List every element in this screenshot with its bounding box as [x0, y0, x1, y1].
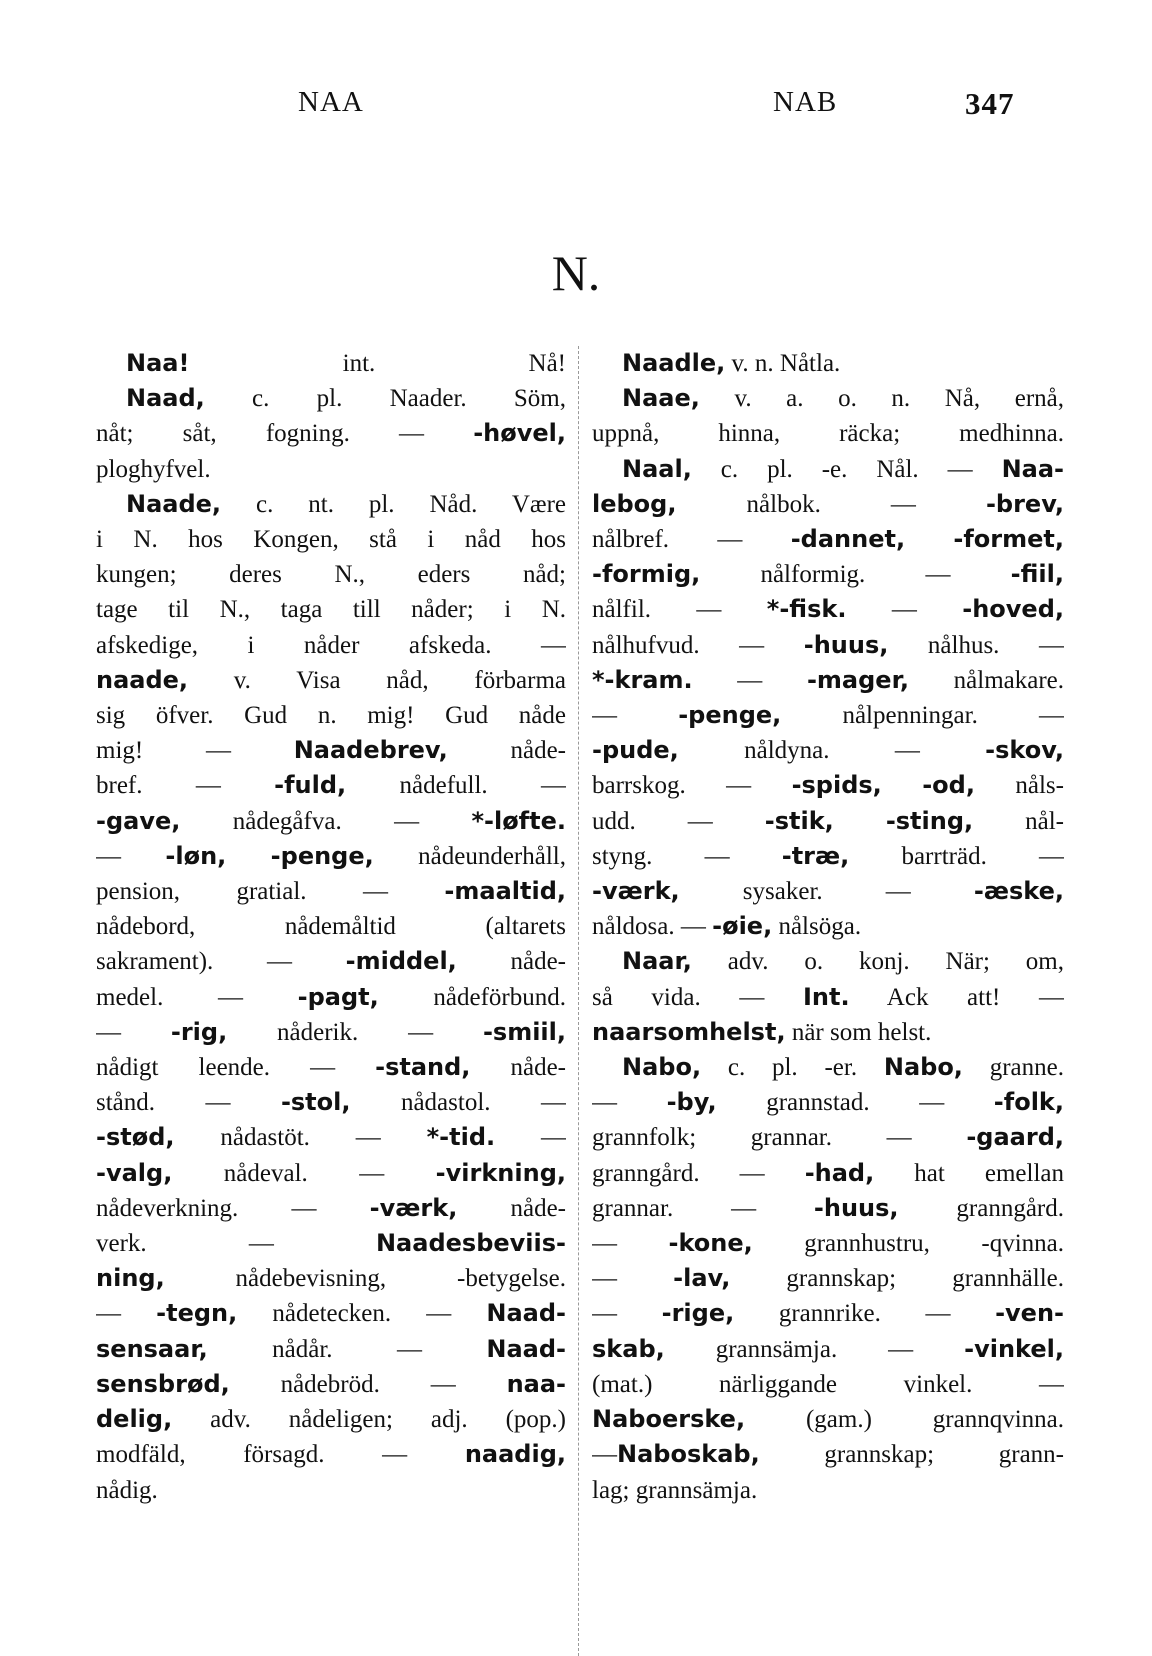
entry-line: nådig.	[96, 1476, 158, 1504]
entry-line: — -tegn, nådetecken. — Naad-	[96, 1299, 566, 1328]
entry-line: afskedige, i nåder afskeda. —	[96, 631, 566, 659]
entry-line: -formig, nålformig. — -fiil,	[592, 560, 1064, 589]
entry-line: naade, v. Visa nåd, förbarma	[96, 665, 566, 694]
entry-line: sakrament). — -middel, nåde-	[96, 947, 566, 976]
entry-line: -pude, nåldyna. — -skov,	[592, 736, 1064, 765]
entry-line: lebog, nålbok. — -brev,	[592, 489, 1064, 518]
entry-line: verk. — Naadesbeviis-	[96, 1229, 566, 1258]
entry-line: — -rig, nåderik. — -smiil,	[96, 1017, 566, 1046]
entry-line: -valg, nådeval. — -virkning,	[96, 1158, 566, 1187]
running-head-left: NAA	[298, 86, 364, 118]
entry-line: nådigt leende. — -stand, nåde-	[96, 1053, 566, 1082]
entry-line: Naa! int. Nå!	[126, 349, 566, 377]
entry-line: naarsomhelst, när som helst.	[592, 1017, 932, 1046]
entry-line: Naade, c. nt. pl. Nåd. Være	[126, 489, 566, 518]
entry-line: stånd. — -stol, nådastol. —	[96, 1088, 566, 1117]
entry-line: bref. — -fuld, nådefull. —	[96, 771, 566, 800]
entry-line: — -kone, grannhustru, -qvinna.	[592, 1229, 1064, 1258]
entry-line: kungen; deres N., eders nåd;	[96, 561, 566, 589]
entry-line: medel. — -pagt, nådeförbund.	[96, 982, 566, 1011]
entry-line: sensaar, nådår. — Naad-	[96, 1334, 566, 1363]
section-letter: N.	[551, 245, 601, 301]
entry-line: nålfil. — *-fisk. — -hoved,	[592, 595, 1064, 624]
entry-line: -gave, nådegåfva. — *-løfte.	[96, 806, 566, 835]
entry-line: Nabo, c. pl. -er. Nabo, granne.	[622, 1053, 1064, 1082]
entry-line: Naae, v. a. o. n. Nå, ernå,	[622, 384, 1064, 413]
entry-line: lag; grannsämja.	[592, 1476, 758, 1504]
entry-line: nådebord, nådemåltid (altarets	[96, 913, 566, 941]
running-head-center: NAB	[773, 86, 838, 118]
entry-line: nålhufvud. — -huus, nålhus. —	[592, 630, 1064, 659]
entry-line: grannfolk; grannar. — -gaard,	[592, 1123, 1064, 1152]
entry-line: barrskog. — -spids, -od, nåls-	[592, 771, 1064, 800]
entry-line: Naal, c. pl. -e. Nål. — Naa-	[622, 454, 1064, 483]
column-divider	[578, 346, 579, 1656]
entry-line: mig! — Naadebrev, nåde-	[96, 736, 566, 765]
entry-line: — -by, grannstad. — -folk,	[592, 1088, 1064, 1117]
entry-line: Naar, adv. o. konj. När; om,	[622, 947, 1064, 976]
right-column	[592, 346, 1064, 1508]
entry-line: -værk, sysaker. — -æske,	[592, 877, 1064, 906]
entry-line: —Naboskab, grannskap; grann-	[592, 1440, 1064, 1469]
entry-line: sensbrød, nådebröd. — naa-	[96, 1369, 566, 1398]
entry-line: nålbref. — -dannet, -formet,	[592, 525, 1064, 554]
entry-line: — -løn, -penge, nådeunderhåll,	[96, 841, 566, 870]
entry-line: modfäld, försagd. — naadig,	[96, 1440, 566, 1469]
entry-line: nådeverkning. — -værk, nåde-	[96, 1193, 566, 1222]
entry-line: nåldosa. — -øie, nålsöga.	[592, 912, 862, 941]
entry-line: pension, gratial. — -maaltid,	[96, 877, 566, 906]
entry-line: granngård. — -had, hat emellan	[592, 1158, 1064, 1187]
entry-line: — -rige, grannrike. — -ven-	[592, 1299, 1064, 1328]
entry-line: udd. — -stik, -sting, nål-	[592, 806, 1064, 835]
entry-line: ploghyfvel.	[96, 455, 211, 483]
entry-line: — -lav, grannskap; grannhälle.	[592, 1264, 1064, 1293]
left-column	[96, 346, 566, 1508]
entry-line: sig öfver. Gud n. mig! Gud nåde	[96, 702, 566, 730]
entry-line: ning, nådebevisning, -betygelse.	[96, 1264, 566, 1293]
entry-line: — -penge, nålpenningar. —	[592, 701, 1064, 730]
entry-line: nåt; såt, fogning. — -høvel,	[96, 419, 566, 448]
entry-line: *-kram. — -mager, nålmakare.	[592, 665, 1064, 694]
entry-line: tage til N., taga till nåder; i N.	[96, 596, 566, 624]
entry-line: så vida. — Int. Ack att! —	[592, 982, 1064, 1011]
entry-line: i N. hos Kongen, stå i nåd hos	[96, 526, 566, 554]
entry-line: skab, grannsämja. — -vinkel,	[592, 1334, 1064, 1363]
entry-line: uppnå, hinna, räcka; medhinna.	[592, 420, 1064, 448]
page-number: 347	[965, 86, 1015, 121]
entry-line: Naboerske, (gam.) grannqvinna.	[592, 1405, 1064, 1434]
entry-line: (mat.) närliggande vinkel. —	[592, 1370, 1064, 1398]
entry-line: Naadle, v. n. Nåtla.	[622, 349, 841, 377]
entry-line: styng. — -træ, barrträd. —	[592, 841, 1064, 870]
entry-line: grannar. — -huus, granngård.	[592, 1193, 1064, 1222]
entry-line: Naad, c. pl. Naader. Söm,	[126, 384, 566, 413]
entry-line: -stød, nådastöt. — *-tid. —	[96, 1123, 566, 1152]
entry-line: delig, adv. nådeligen; adj. (pop.)	[96, 1405, 566, 1434]
